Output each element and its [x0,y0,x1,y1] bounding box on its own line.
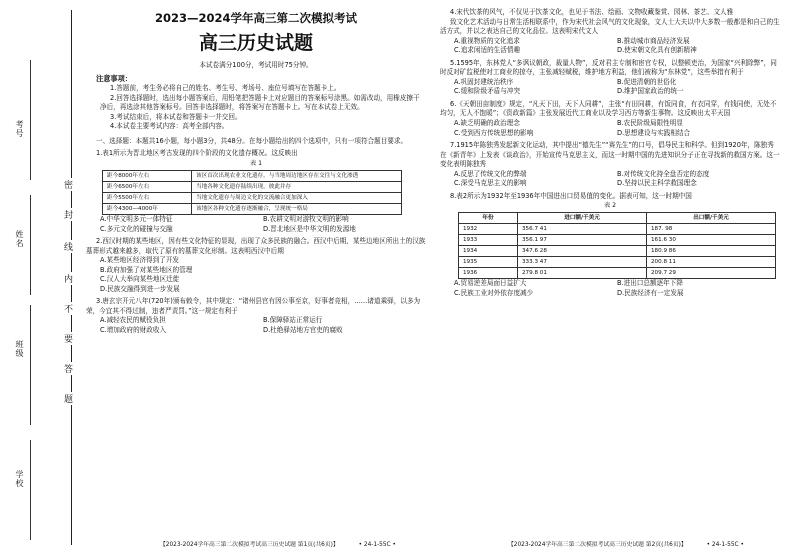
margin-label-class: 班级 [15,340,24,358]
option-d: D.使宋朝文化具有创新精神 [617,46,697,55]
q7-options [454,170,780,189]
table-row [459,235,776,246]
table-cell: 180.9 86 [647,246,776,257]
q8-stem: 8.表2所示为1932年至1936年中国进出口贸易值的变化。据表可知，这一时期中国 [450,191,692,200]
question-5 [440,59,780,97]
table-header: 进口额/千美元 [518,213,647,224]
question-8 [440,192,780,299]
table-header-row [459,213,776,224]
table-cell: 347.6 28 [518,246,647,257]
q2-stem: 2.西汉时期的某些地区，因有些文化特征的显现，出现了众多民族的融合。西汉中后期，某些边地区所出土的汉族墓葬形式越来越多，取代了原有的墓葬文化形制。这表明西汉中后期 [86,237,426,255]
table-cell: 200.8 11 [647,257,776,268]
q4-stem: 4.宋代饮茶的风气，不仅见于饮茶文化，也见于书法、绘画、文物收藏鉴赏、园林、茶艺、文人雅 [450,8,734,16]
option-c: C.追求闲适的生活情趣 [454,46,521,55]
table-cell: 356.7 41 [518,224,647,235]
section-heading: 一、选择题：本题共16小题，每小题3分，共48分。在每小题给出的四个选项中，只有一项符合题目要求。 [96,136,408,145]
q5-options [454,78,780,97]
left-column [86,8,426,336]
binding-margin [0,0,80,553]
margin-label-school: 学校 [15,470,24,488]
table-cell: 该区首次出现农业文化遗存，与当地周边地区存在交往与文化渗透 [192,171,402,182]
table-cell: 1933 [459,235,518,246]
table-cell: 1936 [459,268,518,279]
note-item: 1.答题前，考生务必将自己的姓名、考生号、考场号、座位号填写在答题卡上。 [110,84,341,93]
note-item: 2.回答选择题时，选出每小题答案后，用铅笔把答题卡上对应题目的答案标号涂黑。如需改动，用橡皮擦干净后，再选涂其他答案标号。回答非选择题时，将答案写在答题卡上。写在本试卷上无效。 [100,93,420,112]
option-a: A.反思了传统文化的弊端 [454,169,527,178]
subject-title: 高三历史试题 [198,31,313,54]
school-blank [30,440,31,540]
table-cell: 187. 98 [647,224,776,235]
option-b: B.推动城市商品经济发展 [617,36,690,45]
table-row [103,182,402,193]
option-d: D.民族经济有一定发展 [617,288,684,297]
table-row [103,171,402,182]
table-cell: 161.6 30 [647,235,776,246]
q1-table-caption: 表 1 [249,160,263,168]
option-a: A.贸易逆差局面日益扩大 [454,279,527,288]
option-b: B.农耕文明对游牧文明的影响 [263,215,349,224]
q5-stem: 5.1595年，东林党人“多讽议朝政，裁量人物”，反对君主专制和宦官专权，以整顿吏治，为国家“兴利除弊”，同时反对矿监税使对工商业的掠夺，主张减轻赋税，维护地方利益，他们被称为“东林党”，这些举措有利于 [440,58,777,77]
q7-stem: 7.1915年陈独秀发起新文化运动，其中提出“德先生”“赛先生”的口号，倡导民主和科学。但到1920年，陈独秀在《新青年》上发表《谈政治》，开始宣传马克思主义，而这一时期中国的先进知识分子正在寻找新的救国方案。这一变化表明陈独秀 [440,141,780,169]
option-c: C.民族工业对外依存度减少 [454,288,534,297]
question-7 [440,141,780,189]
q8-table [458,212,776,279]
q8-table-caption: 表 2 [603,202,617,210]
table-header: 出口额/千美元 [647,213,776,224]
table-row [459,246,776,257]
table-row [459,257,776,268]
q3-stem: 3.唐玄宗开元八年(720年)颁布敕令，其中规定：“诸州县官有因公事至京，好事者竞相，……诸道乘驿，以多为荣，今宜其不得过制，违者严责罚。”这一规定有利于 [86,297,421,315]
option-c: C.缓和阶级矛盾与冲突 [454,87,521,96]
table-cell: 当地各种文化遗存陆续出现，彼此并存 [192,182,402,193]
q1-table [102,170,402,215]
table-cell: 1935 [459,257,518,268]
option-c: C.多元文化的碰撞与交融 [100,224,173,233]
exam-title: 2023—2024学年高三第二次模拟考试 [154,11,357,25]
footer-code: • 24-1-55C • [358,542,396,548]
option-a: A.中华文明多元一体特征 [100,215,173,224]
question-3 [86,297,426,335]
option-c: C.受到西方传统思想的影响 [454,128,534,137]
option-b: B.政府加强了对某些地区的管理 [100,265,193,274]
option-d: D.坚持以民主科学救国理念 [617,179,697,188]
table-row [103,193,402,204]
question-1 [86,149,426,234]
footer-right [508,539,744,548]
table-row [459,224,776,235]
option-a: A.缺乏明确的政治理念 [454,119,520,128]
question-2 [86,237,426,294]
q4-stem-cont: 致文化艺术活动与日常生活相联系中，作为宋代社会风气的文化现象，文人士大夫以中大多数一般都是和自己的生活方式，并以之表达自己的文化品位。这表明宋代文人 [440,17,780,36]
seal-char: 封 [62,210,72,219]
q3-options [100,316,426,335]
table-row [103,204,402,215]
option-b: B.保障驿站正常运行 [263,316,323,325]
q4-options [454,37,780,56]
seal-char: 内 [62,274,72,283]
table-cell: 距今5500年左右 [103,193,192,204]
table-row [459,268,776,279]
table-cell: 距今8000年左右 [103,171,192,182]
seal-char: 要 [62,334,72,343]
option-d: D.杜绝驿站地方官吏的腐败 [263,326,343,335]
right-column [440,8,780,298]
q6-options [454,119,780,138]
note-item: 3.考试结束后，将本试卷和答题卡一并交回。 [110,112,242,121]
q8-options [454,279,780,298]
footer-code: • 24-1-55C • [706,542,744,548]
option-b: B.促进清朝的世俗化 [617,77,677,86]
option-c: C.深受马克思主义的影响 [454,179,527,188]
footer-text: 【2023-2024学年高三第二次模拟考试高三历史试题 第1页(共6页)】 [160,542,339,548]
option-a: A.巩固封建统治秩序 [454,77,514,86]
option-b: B.进出口总额逐年下降 [617,279,683,288]
option-b: B.农民阶级局限性明显 [617,119,683,128]
option-c: C.汉人大举向某些地区迁徙 [100,275,180,284]
note-item: 4.本试卷主要考试内容：高考全部内容。 [110,122,229,131]
seal-char: 答 [62,364,72,373]
footer-left [160,539,396,548]
option-a: A.某些地区经济得到了开发 [100,256,180,265]
option-c: C.增加政府的财政收入 [100,326,167,335]
class-blank [30,305,31,425]
seal-char: 线 [62,242,72,251]
table-cell: 1934 [459,246,518,257]
seal-char: 不 [62,304,72,313]
option-d: D.思想建设与实践相结合 [617,128,691,137]
table-cell: 该地区各种文化遗存逐渐融合，呈现统一格局 [192,204,402,215]
table-cell: 333.3 47 [518,257,647,268]
seal-char: 题 [62,394,72,403]
option-d: D.晋北地区是中华文明的发源地 [263,224,356,233]
margin-label-name: 姓名 [15,230,24,248]
option-d: D.民族交融得到进一步发展 [100,284,180,293]
q1-stem: 1.表1所示为晋北地区考古发现的四个阶段的文化遗存概况。这反映出 [96,149,298,158]
table-cell: 距今4300—4000年 [103,204,192,215]
table-cell: 356.1 97 [518,235,647,246]
exam-number-blank [30,60,31,180]
exam-info: 本试卷满分100分，考试用时75分钟。 [199,61,313,70]
margin-label-exam-number: 考号 [15,120,24,138]
question-4 [440,8,780,56]
notes-title: 注意事项： [96,73,132,83]
option-d: D.维护国家政治的统一 [617,87,684,96]
table-cell: 距今6500年左右 [103,182,192,193]
question-6 [440,100,780,138]
table-cell: 209.7 29 [647,268,776,279]
q6-stem: 6.《天朝田亩制度》规定，“凡天下田，天下人同耕”，主张“有田同耕，有饭同食，有衣同穿，有钱同使，无处不均匀，无人不饱暖”；《资政新篇》主张发展近代工商业以及学习西方等新生事物。这反映出太平天国 [440,99,777,118]
seal-char: 密 [62,180,72,189]
table-cell: 279.8 01 [518,268,647,279]
name-blank [30,195,31,295]
option-a: A.减轻农民的赋役负担 [100,316,166,325]
q1-options [100,215,426,234]
table-header: 年份 [459,213,518,224]
table-cell: 当地文化遗存与周边文化的交流融合更加深入 [192,193,402,204]
option-a: A.重视物质的文化追求 [454,36,520,45]
table-cell: 1932 [459,224,518,235]
footer-text: 【2023-2024学年高三第二次模拟考试高三历史试题 第2页(共6页)】 [508,542,687,548]
option-b: B.对传统文化持全盘否定的态度 [617,169,710,178]
